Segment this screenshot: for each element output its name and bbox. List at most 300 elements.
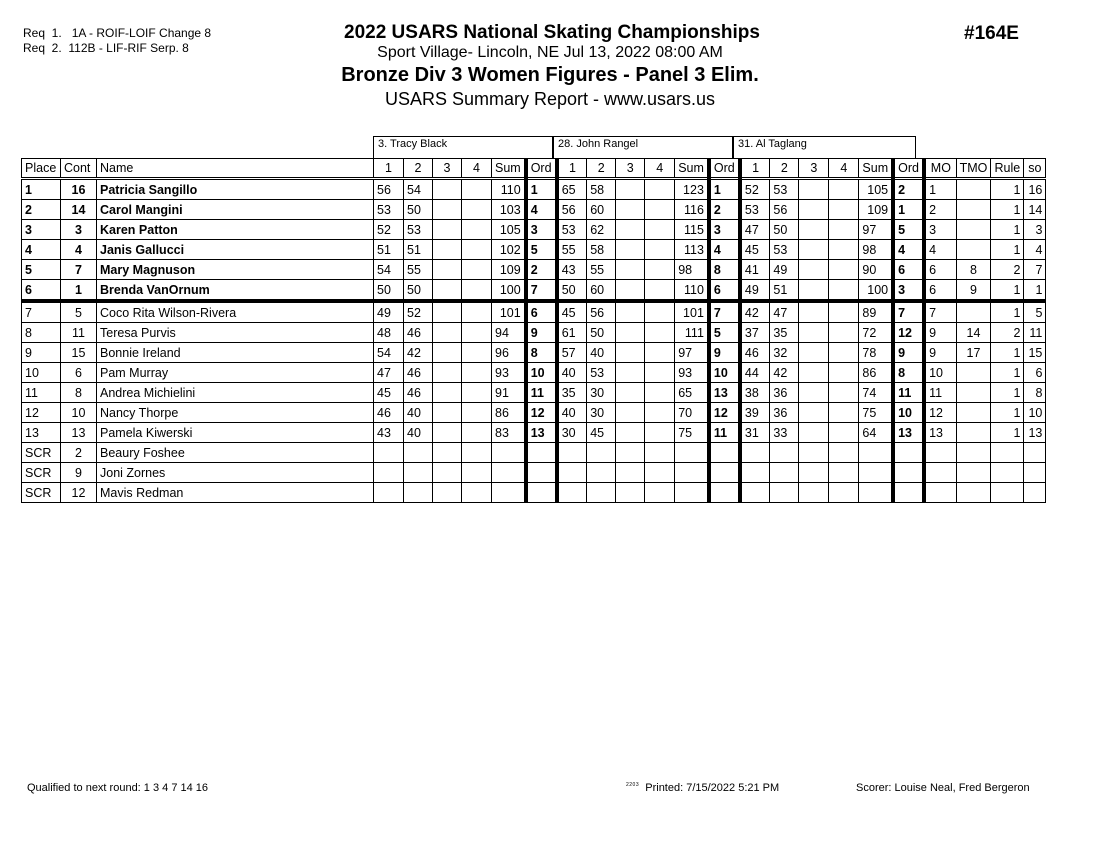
cell-judge1-figure3 [433,240,462,260]
cell-judge1-figure2: 42 [404,343,433,363]
cell-judge3-ord: 1 [893,200,924,220]
col-header-judge2-figure3: 3 [616,159,645,179]
cell-judge2-ord [709,483,740,503]
cell-judge2-ord: 9 [709,343,740,363]
cell-tmo [956,483,991,503]
cell-judge2-ord: 11 [709,423,740,443]
cell-judge2-figure2: 60 [587,280,616,302]
cell-judge2-figure3 [616,280,645,302]
cell-judge3-figure1: 47 [740,220,770,240]
cell-judge1-figure1 [374,443,404,463]
cell-judge3-figure1 [740,483,770,503]
cell-judge3-figure4 [829,280,859,302]
cell-so: 11 [1024,323,1046,343]
cell-judge2-figure4 [645,220,675,240]
cell-mo: 10 [924,363,956,383]
cell-judge3-figure2: 49 [770,260,799,280]
venue-date: Sport Village- Lincoln, NE Jul 13, 2022 08:00 AM [377,44,723,61]
cell-place: SCR [22,443,61,463]
championship-title: 2022 USARS National Skating Championships [344,22,760,43]
cell-judge3-figure1: 46 [740,343,770,363]
col-header-place: Place [22,159,61,179]
cell-name: Coco Rita Wilson-Rivera [97,301,374,323]
cell-cont: 9 [61,463,97,483]
cell-name: Beaury Foshee [97,443,374,463]
col-header-tmo: TMO [956,159,991,179]
table-row [22,301,1046,323]
cell-judge1-ord: 13 [526,423,557,443]
cell-judge1-figure2 [404,483,433,503]
cell-judge2-figure4 [645,463,675,483]
cell-rule [991,463,1024,483]
cell-judge1-ord [526,483,557,503]
cell-judge1-figure2: 54 [404,179,433,200]
cell-place: 4 [22,240,61,260]
table-row [22,260,1046,280]
cell-judge2-figure3 [616,323,645,343]
cell-judge2-figure1: 50 [557,280,587,302]
cell-judge1-figure4 [462,423,492,443]
cell-place: 2 [22,200,61,220]
cell-judge3-sum: 72 [859,323,893,343]
cell-judge3-ord [893,483,924,503]
cell-judge1-figure1: 47 [374,363,404,383]
cell-judge2-ord: 7 [709,301,740,323]
cell-judge2-sum: 111 [675,323,709,343]
cell-so [1024,463,1046,483]
table-row [22,383,1046,403]
cell-judge1-sum [492,463,526,483]
cell-judge3-figure1: 52 [740,179,770,200]
cell-name: Mavis Redman [97,483,374,503]
cell-judge3-figure3 [799,463,829,483]
cell-judge1-sum: 110 [492,179,526,200]
col-header-judge3-figure3: 3 [799,159,829,179]
cell-judge2-ord: 6 [709,280,740,302]
cell-judge2-sum [675,463,709,483]
cell-judge3-figure1 [740,463,770,483]
cell-so: 6 [1024,363,1046,383]
cell-cont: 7 [61,260,97,280]
cell-judge2-figure1 [557,443,587,463]
requirement-1: Req 1. 1A - ROIF-LOIF Change 8 [23,26,212,40]
cell-judge2-figure1: 30 [557,423,587,443]
cell-judge1-figure4 [462,443,492,463]
cell-judge1-figure2: 50 [404,200,433,220]
cell-judge2-figure4 [645,443,675,463]
cell-judge1-figure4 [462,483,492,503]
cell-tmo [956,383,991,403]
cell-judge3-sum: 90 [859,260,893,280]
cell-place: 11 [22,383,61,403]
cell-judge3-sum [859,463,893,483]
cell-judge2-figure4 [645,179,675,200]
cell-rule: 1 [991,220,1024,240]
cell-judge1-sum: 96 [492,343,526,363]
cell-judge1-ord: 12 [526,403,557,423]
table-header-row [22,159,1046,179]
cell-judge3-ord [893,463,924,483]
col-header-judge3-figure2: 2 [770,159,799,179]
cell-judge3-figure4 [829,301,859,323]
cell-judge1-figure1 [374,483,404,503]
cell-judge2-ord: 8 [709,260,740,280]
cell-rule: 1 [991,200,1024,220]
cell-judge1-figure1: 43 [374,423,404,443]
cell-judge3-ord: 4 [893,240,924,260]
cell-judge2-figure3 [616,179,645,200]
cell-rule: 2 [991,323,1024,343]
cell-judge1-sum: 83 [492,423,526,443]
cell-judge1-figure1: 49 [374,301,404,323]
cell-judge2-figure3 [616,463,645,483]
cell-judge2-figure1: 53 [557,220,587,240]
cell-judge2-figure3 [616,483,645,503]
cell-tmo: 9 [956,280,991,302]
cell-judge2-figure2: 30 [587,383,616,403]
cell-judge2-ord: 4 [709,240,740,260]
cell-judge2-figure2: 40 [587,343,616,363]
cell-cont: 1 [61,280,97,302]
cell-judge2-figure2: 58 [587,240,616,260]
cell-judge3-figure2: 50 [770,220,799,240]
cell-judge2-sum: 110 [675,280,709,302]
cell-judge1-figure3 [433,403,462,423]
cell-judge3-ord: 12 [893,323,924,343]
cell-judge2-figure3 [616,220,645,240]
cell-judge3-figure3 [799,200,829,220]
cell-judge1-sum: 109 [492,260,526,280]
cell-judge3-figure4 [829,483,859,503]
cell-judge1-figure4 [462,403,492,423]
cell-judge2-figure4 [645,240,675,260]
cell-judge2-figure4 [645,483,675,503]
cell-mo [924,463,956,483]
cell-judge3-figure4 [829,220,859,240]
requirement-2: Req 2. 112B - LIF-RIF Serp. 8 [23,41,189,55]
cell-judge3-figure2 [770,443,799,463]
cell-judge1-sum: 100 [492,280,526,302]
cell-judge2-figure2: 62 [587,220,616,240]
cell-judge3-sum: 64 [859,423,893,443]
cell-judge2-figure1: 35 [557,383,587,403]
cell-judge1-figure3 [433,343,462,363]
cell-judge2-figure2 [587,463,616,483]
cell-judge3-figure3 [799,383,829,403]
cell-name: Carol Mangini [97,200,374,220]
table-row [22,200,1046,220]
cell-name: Bonnie Ireland [97,343,374,363]
cell-judge2-figure3 [616,343,645,363]
cell-so: 1 [1024,280,1046,302]
cell-name: Patricia Sangillo [97,179,374,200]
cell-judge1-figure3 [433,179,462,200]
cell-judge1-figure3 [433,443,462,463]
cell-rule: 1 [991,383,1024,403]
cell-rule: 1 [991,280,1024,302]
cell-place: SCR [22,463,61,483]
cell-place: 9 [22,343,61,363]
cell-cont: 16 [61,179,97,200]
cell-judge1-figure3 [433,483,462,503]
cell-judge1-figure3 [433,200,462,220]
cell-judge2-figure1: 61 [557,323,587,343]
cell-judge1-sum: 93 [492,363,526,383]
cell-judge2-figure3 [616,240,645,260]
cell-place: 3 [22,220,61,240]
cell-cont: 5 [61,301,97,323]
cell-judge1-figure3 [433,423,462,443]
cell-judge1-sum: 103 [492,200,526,220]
cell-place: 12 [22,403,61,423]
cell-judge3-sum: 75 [859,403,893,423]
cell-mo: 9 [924,343,956,363]
table-row [22,423,1046,443]
cell-judge1-sum: 86 [492,403,526,423]
cell-judge1-ord: 9 [526,323,557,343]
judge-header-1: 3. Tracy Black [373,136,553,158]
cell-judge1-figure1: 50 [374,280,404,302]
cell-judge3-figure1: 53 [740,200,770,220]
cell-cont: 12 [61,483,97,503]
cell-name: Joni Zornes [97,463,374,483]
cell-mo: 6 [924,260,956,280]
cell-judge1-ord: 7 [526,280,557,302]
cell-judge3-figure4 [829,423,859,443]
cell-judge1-figure4 [462,363,492,383]
col-header-judge3-sum: Sum [859,159,893,179]
cell-cont: 13 [61,423,97,443]
cell-judge2-sum [675,443,709,463]
col-header-judge2-sum: Sum [675,159,709,179]
cell-judge2-ord: 10 [709,363,740,383]
cell-tmo [956,179,991,200]
cell-name: Brenda VanOrnum [97,280,374,302]
cell-judge1-figure1: 53 [374,200,404,220]
col-header-judge3-figure1: 1 [740,159,770,179]
cell-judge2-figure1: 55 [557,240,587,260]
cell-rule [991,483,1024,503]
cell-judge1-figure4 [462,383,492,403]
cell-judge2-figure2: 58 [587,179,616,200]
cell-judge1-figure4 [462,301,492,323]
cell-rule: 1 [991,240,1024,260]
table-row [22,280,1046,302]
col-header-judge1-figure3: 3 [433,159,462,179]
cell-judge1-sum: 94 [492,323,526,343]
cell-judge3-figure1: 42 [740,301,770,323]
cell-judge2-figure2 [587,443,616,463]
cell-judge3-sum: 98 [859,240,893,260]
cell-judge3-sum [859,443,893,463]
cell-judge1-figure2: 50 [404,280,433,302]
col-header-judge1-sum: Sum [492,159,526,179]
cell-judge2-sum: 98 [675,260,709,280]
cell-judge1-figure1: 48 [374,323,404,343]
cell-place: 13 [22,423,61,443]
cell-judge1-figure1: 45 [374,383,404,403]
cell-judge2-sum: 97 [675,343,709,363]
cell-judge1-sum [492,443,526,463]
cell-judge3-ord: 10 [893,403,924,423]
cell-judge1-sum: 91 [492,383,526,403]
cell-judge2-figure2: 55 [587,260,616,280]
cell-mo: 9 [924,323,956,343]
cell-tmo: 17 [956,343,991,363]
cell-judge3-sum: 97 [859,220,893,240]
col-header-judge2-figure4: 4 [645,159,675,179]
cell-judge3-figure1: 45 [740,240,770,260]
event-number: #164E [964,23,1019,44]
cell-judge1-sum: 105 [492,220,526,240]
cell-judge2-ord: 3 [709,220,740,240]
cell-judge1-figure2 [404,463,433,483]
cell-rule: 1 [991,343,1024,363]
cell-mo: 11 [924,383,956,403]
cell-name: Karen Patton [97,220,374,240]
cell-so: 16 [1024,179,1046,200]
cell-judge2-ord [709,463,740,483]
cell-judge3-figure2: 33 [770,423,799,443]
cell-cont: 14 [61,200,97,220]
cell-judge2-figure2: 60 [587,200,616,220]
scorer-info: Scorer: Louise Neal, Fred Bergeron [856,782,1030,794]
cell-judge2-ord: 5 [709,323,740,343]
table-row [22,403,1046,423]
cell-judge2-figure2: 30 [587,403,616,423]
cell-name: Pamela Kiwerski [97,423,374,443]
cell-tmo [956,301,991,323]
cell-judge2-sum [675,483,709,503]
cell-judge3-figure3 [799,240,829,260]
cell-judge3-figure2 [770,483,799,503]
cell-judge1-figure4 [462,323,492,343]
cell-judge1-ord: 4 [526,200,557,220]
cell-judge1-figure2: 55 [404,260,433,280]
cell-mo [924,443,956,463]
cell-judge2-ord [709,443,740,463]
cell-judge3-figure1: 37 [740,323,770,343]
cell-judge3-figure3 [799,363,829,383]
cell-judge3-sum: 74 [859,383,893,403]
results-table [21,158,1046,503]
cell-judge1-figure1: 54 [374,343,404,363]
cell-judge2-figure2: 53 [587,363,616,383]
cell-judge3-sum: 109 [859,200,893,220]
col-header-judge2-figure2: 2 [587,159,616,179]
cell-judge1-ord [526,463,557,483]
cell-cont: 6 [61,363,97,383]
col-header-cont: Cont [61,159,97,179]
cell-judge3-ord: 2 [893,179,924,200]
cell-judge1-figure4 [462,260,492,280]
cell-judge2-sum: 101 [675,301,709,323]
cell-judge3-sum: 105 [859,179,893,200]
col-header-name: Name [97,159,374,179]
cell-judge2-figure3 [616,363,645,383]
cell-judge2-figure2 [587,483,616,503]
cell-judge2-figure4 [645,260,675,280]
cell-judge3-ord [893,443,924,463]
cell-judge1-figure1 [374,463,404,483]
cell-judge2-figure1 [557,483,587,503]
cell-tmo [956,240,991,260]
cell-judge2-figure3 [616,423,645,443]
cell-judge2-sum: 116 [675,200,709,220]
cell-judge1-figure1: 52 [374,220,404,240]
col-header-judge3-ord: Ord [893,159,924,179]
cell-rule [991,443,1024,463]
cell-name: Andrea Michielini [97,383,374,403]
cell-judge2-figure2: 45 [587,423,616,443]
cell-judge3-figure2: 36 [770,403,799,423]
cell-judge1-sum: 102 [492,240,526,260]
event-name: Bronze Div 3 Women Figures - Panel 3 Elim. [341,64,759,86]
cell-tmo: 14 [956,323,991,343]
cell-judge2-figure4 [645,343,675,363]
cell-judge2-figure4 [645,200,675,220]
cell-judge2-figure4 [645,403,675,423]
cell-cont: 10 [61,403,97,423]
cell-name: Mary Magnuson [97,260,374,280]
cell-judge1-figure4 [462,463,492,483]
cell-cont: 2 [61,443,97,463]
cell-tmo [956,403,991,423]
cell-place: 6 [22,280,61,302]
cell-judge1-figure2: 46 [404,323,433,343]
table-row [22,463,1046,483]
cell-tmo [956,423,991,443]
cell-judge1-figure4 [462,343,492,363]
cell-judge1-ord [526,443,557,463]
cell-judge1-figure2: 46 [404,383,433,403]
cell-judge2-ord: 1 [709,179,740,200]
cell-judge3-ord: 13 [893,423,924,443]
cell-judge3-sum: 89 [859,301,893,323]
cell-cont: 8 [61,383,97,403]
table-row [22,343,1046,363]
cell-judge3-figure1: 41 [740,260,770,280]
cell-name: Janis Gallucci [97,240,374,260]
table-row [22,240,1046,260]
cell-judge1-figure4 [462,179,492,200]
cell-judge3-ord: 11 [893,383,924,403]
cell-judge3-figure3 [799,301,829,323]
cell-so: 3 [1024,220,1046,240]
cell-judge1-figure3 [433,220,462,240]
cell-judge3-figure2: 53 [770,240,799,260]
cell-judge2-sum: 75 [675,423,709,443]
cell-judge1-figure2 [404,443,433,463]
cell-place: 1 [22,179,61,200]
cell-mo: 3 [924,220,956,240]
cell-so: 14 [1024,200,1046,220]
cell-judge3-figure4 [829,343,859,363]
cell-judge1-ord: 8 [526,343,557,363]
cell-judge3-figure2: 47 [770,301,799,323]
cell-judge3-figure4 [829,363,859,383]
col-header-judge3-figure4: 4 [829,159,859,179]
cell-judge2-figure1: 56 [557,200,587,220]
cell-judge3-ord: 9 [893,343,924,363]
cell-judge2-sum: 70 [675,403,709,423]
cell-judge3-figure3 [799,280,829,302]
cell-judge1-figure3 [433,383,462,403]
cell-judge2-ord: 12 [709,403,740,423]
cell-judge3-figure3 [799,260,829,280]
cell-judge1-figure2: 40 [404,423,433,443]
cell-judge1-ord: 1 [526,179,557,200]
